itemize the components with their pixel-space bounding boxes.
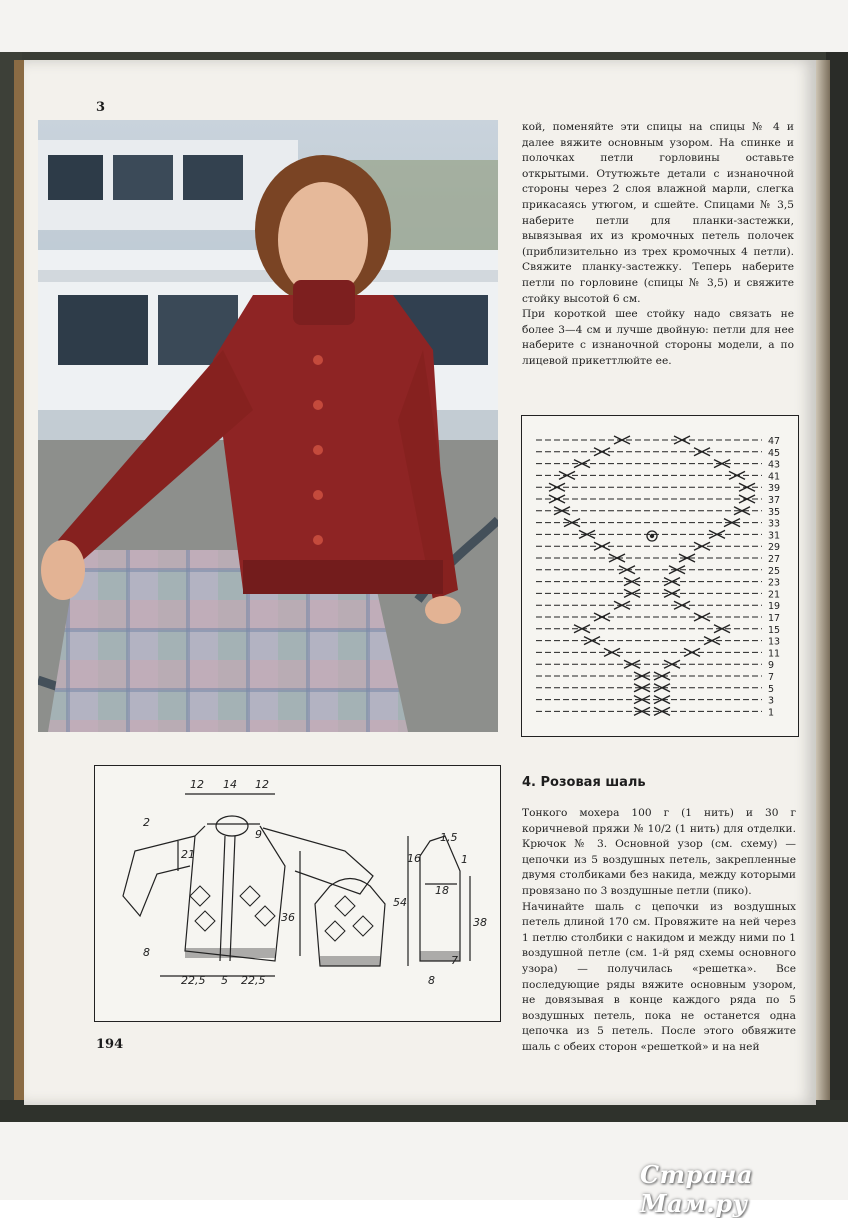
chart-row-label: 19	[768, 601, 781, 613]
chart-row-label: 29	[768, 542, 781, 554]
paragraph: Тонкого мохера 100 г (1 нить) и 30 г коричневой пряжи № 10/2 (1 нить) для отделки. Крючок № 3. Основной узор (см. схему) — цепочки из 5 воздушных петель, закрепленные двумя столбиками без накида, между которыми провязано по 3 воздушные петли (пико).	[522, 807, 796, 897]
schematic-label: 5	[221, 974, 228, 987]
schematic-label: 21	[181, 848, 195, 861]
page-edge-right	[814, 60, 830, 1100]
chart-row-label: 35	[768, 506, 781, 518]
chart-row-label: 23	[768, 577, 781, 589]
schematic-label: 22,5	[181, 974, 206, 987]
model-photo-illustration	[38, 120, 498, 732]
schematic-label: 12	[190, 778, 204, 791]
schematic-label: 9	[255, 828, 262, 841]
schematic-label: 8	[143, 946, 150, 959]
chart-row-label: 25	[768, 565, 781, 577]
chart-row-label: 21	[768, 589, 781, 601]
chart-row-labels	[768, 436, 780, 718]
schematic-outlines	[123, 794, 470, 976]
schematic-label: 7	[451, 954, 458, 967]
site-watermark: Страна Мам.ру	[640, 1160, 753, 1218]
chart-row-label: 41	[768, 471, 781, 483]
paragraph: При короткой шее стойку надо связать не более 3—4 см и лучше двойную: петли для нее наберите с изнаночной стороны модели, а по лицевой прикеттлюйте ее.	[522, 308, 794, 367]
chart-row-label: 45	[768, 447, 781, 459]
schematic-label: 16	[407, 852, 421, 865]
schematic-drawing	[95, 766, 500, 1021]
schematic-label: 36	[281, 911, 295, 924]
chart-grid	[522, 416, 798, 736]
chart-row-label: 47	[768, 436, 781, 447]
page-number-bottom: 194	[96, 1037, 124, 1052]
chart-row-label: 37	[768, 495, 781, 506]
schematic-label: 8	[428, 974, 435, 987]
chart-row-label: 15	[768, 624, 781, 636]
paragraph: кой, поменяйте эти спицы на спицы № 4 и далее вяжите основным узором. На спинке и полочках петли горловины оставьте открытыми. Отутюжьте детали с изнаночной стороны через 2 слоя влажной марли, слегка прикасаясь утюгом, и сшейте. Спицами № 3,5 наберите петли для планки-застежки, вывязывая их из кромочных петель полочек (приблизительно из трех кромочных 4 петли). Свяжите планку-застежку. Теперь наберите петли по горловине (спицы № 3,5) и свяжите стойку высотой 6 см.	[522, 121, 794, 305]
chart-row-lines	[536, 440, 762, 711]
chart-row-label: 39	[768, 483, 781, 495]
chart-row-label: 7	[768, 672, 775, 683]
text-column-bottom	[522, 806, 796, 1056]
chart-row-label: 33	[768, 518, 781, 530]
schematic-ribbing	[185, 948, 460, 966]
chart-row-label: 43	[768, 459, 781, 471]
chart-row-label: 1	[768, 707, 775, 719]
schematic-label: 2	[143, 816, 150, 829]
section-heading: 4. Розовая шаль	[522, 775, 646, 790]
schematic-label: 12	[255, 778, 269, 791]
chart-row-label: 13	[768, 636, 781, 648]
chart-row-label: 5	[768, 683, 775, 695]
schematic-label: 54	[393, 896, 407, 909]
knitting-pattern-chart	[521, 415, 799, 737]
chart-row-label: 17	[768, 613, 781, 624]
paragraph: Начинайте шаль с цепочки из воздушных петель длиной 170 см. Провяжите на ней через 1 петлю столбики с накидом и между ними по 1 воздушной петле (см. 1-й ряд схемы основного узора) — получилась «решетка». Все последующие ряды вяжите основным узором, не довязывая в конце каждого ряда по 5 воздушных петель, пока не останется одна цепочка из 5 петель. После этого обвяжите шаль с обеих сторон «решеткой» и на ней	[522, 900, 796, 1053]
chart-row-label: 31	[768, 530, 781, 542]
schematic-label: 1	[461, 853, 468, 866]
chart-row-label: 11	[768, 648, 781, 660]
text-column-top	[522, 120, 794, 370]
garment-schematic	[94, 765, 501, 1022]
schematic-label: 22,5	[241, 974, 266, 987]
chart-cable-crossings	[549, 436, 755, 715]
schematic-label: 38	[473, 916, 487, 929]
chart-row-label: 3	[768, 695, 775, 707]
schematic-label: 18	[435, 884, 449, 897]
chart-row-label: 27	[768, 554, 781, 565]
chart-row-label: 9	[768, 660, 775, 672]
schematic-label: 14	[223, 778, 237, 791]
bobble-icon	[647, 531, 657, 541]
schematic-label: 1,5	[440, 831, 458, 844]
model-photo	[38, 120, 498, 732]
page-number-top: 3	[96, 100, 106, 115]
